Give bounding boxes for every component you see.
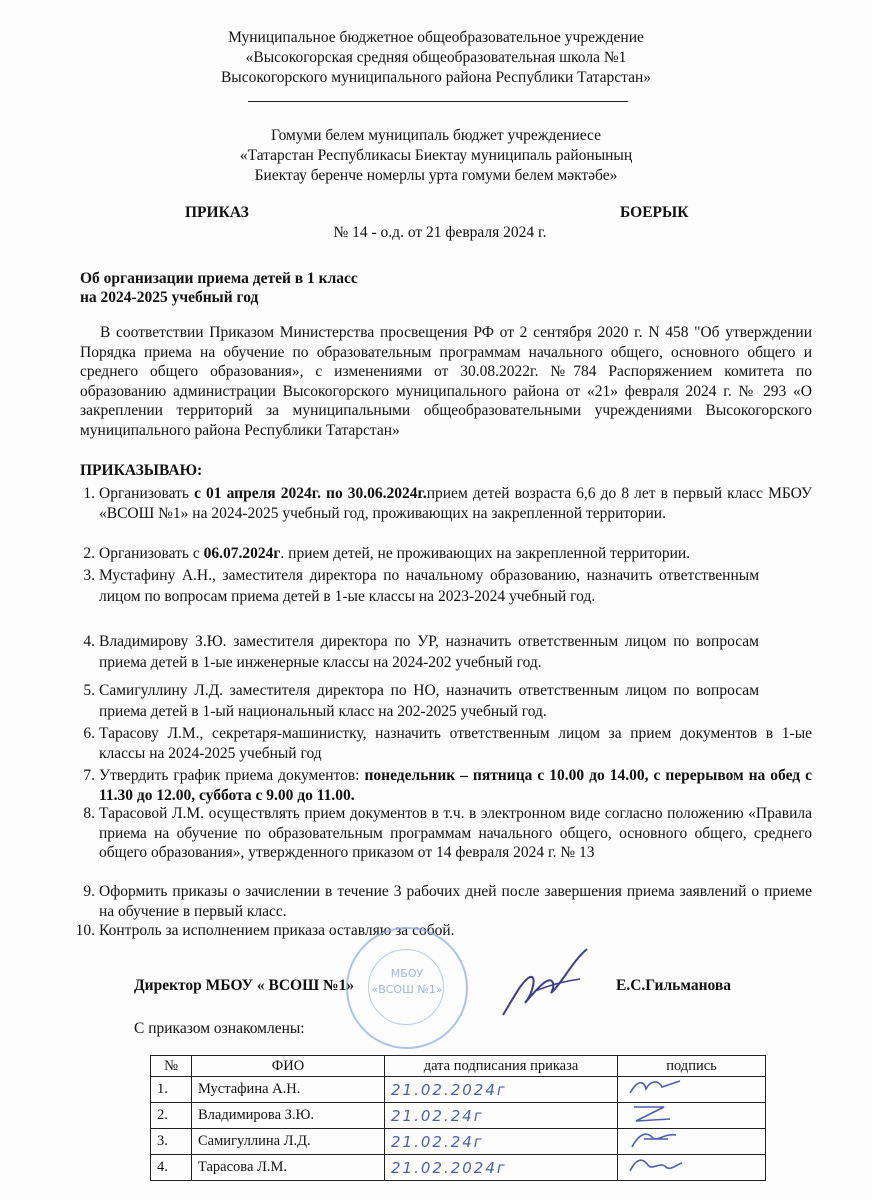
item-number: 1. (83, 485, 95, 502)
cell-date: 21.02.24г (385, 1129, 618, 1155)
signatures-table (150, 1055, 766, 1181)
item-number: 7. (83, 767, 95, 784)
header-divider (248, 101, 628, 102)
order-title-tt: БОЕРЫК (620, 204, 689, 221)
cell-name: Тарасова Л.М. (192, 1155, 385, 1181)
list-item (83, 766, 812, 805)
item-text: Тарасову Л.М., секретаря-машинистку, назначить ответственным лицом за прием документов в 1-ые классы на 2024-2025 учебный год (99, 725, 812, 762)
item-text: Самигуллину Л.Д. заместителя директора по НО, назначить ответственным лицом по вопросам приема детей в 1-ый национальный класс на 202-2025 учебный год. (99, 682, 759, 720)
header-ru-line: «Высокогорская средняя общеобразовательная школа №1 (245, 49, 627, 66)
item-bold: с 01 апреля 2024г. по 30.06.2024г. (194, 485, 427, 502)
order-title-ru: ПРИКАЗ (185, 204, 249, 221)
header-tt (120, 126, 752, 186)
acquainted-label: С приказом ознакомлены: (134, 1020, 305, 1037)
list-item (83, 631, 759, 673)
item-text: Утвердить график приема документов: (99, 767, 365, 784)
item-text: Организовать (99, 485, 195, 502)
decree-heading: ПРИКАЗЫВАЮ: (80, 462, 203, 479)
col-header: ФИО (192, 1056, 385, 1077)
header-tt-line: Гомуми белем муниципаль бюджет учреждениесе (270, 127, 602, 144)
cell-number: 3. (151, 1129, 192, 1155)
header-tt-line: Биектау беренче номерлы урта гомуми белем мәктәбе» (254, 167, 618, 184)
header-ru (120, 28, 752, 88)
header-ru-line: Высокогорского муниципального района Республики Татарстан» (220, 69, 652, 86)
list-item (83, 804, 812, 863)
signature-mark (624, 1155, 684, 1175)
cell-date: 21.02.2024г (385, 1077, 618, 1103)
item-text: Владимирову З.Ю. заместителя директора по УР, назначить ответственным лицом по вопросам приема детей в 1-ые инженерные классы на 2024-202 учебный год. (99, 633, 759, 671)
item-text: Оформить приказы о зачислении в течение 3 рабочих дней после завершения приема заявлений о приеме на обучение в первый класс. (99, 883, 812, 920)
item-number: 2. (83, 545, 95, 562)
cell-signature (618, 1103, 766, 1129)
item-text: Тарасовой Л.М. осуществлять прием документов в т.ч. в электронном виде согласно положению «Правила приема на обучение по образовательным программам начального общего, основного общего, среднего общего образования», утвержденного приказом от 14 февраля 2024 г. № 13 (99, 805, 812, 861)
cell-date: 21.02.24г (385, 1103, 618, 1129)
table-row (151, 1077, 766, 1103)
list-item (83, 544, 812, 564)
cell-date: 21.02.2024г (385, 1155, 618, 1181)
col-header: подпись (618, 1056, 766, 1077)
signature-mark (624, 1103, 684, 1123)
list-item (83, 680, 759, 722)
item-text: Мустафину А.Н., заместителя директора по начальному образованию, назначить ответственным лицом по вопросам приема детей в 1-ые классы на 2023-2024 учебный год. (99, 567, 759, 605)
director-signature (495, 945, 595, 1020)
item-number: 3. (83, 567, 95, 584)
cell-signature (618, 1155, 766, 1181)
item-number: 10. (75, 922, 95, 939)
signature-mark (624, 1129, 684, 1149)
item-number: 4. (83, 633, 95, 650)
seal-text: МБОУ (390, 967, 424, 980)
list-item (83, 724, 812, 763)
item-text: . прием детей, не проживающих на закрепленной территории. (280, 545, 691, 562)
item-number: 6. (83, 725, 95, 742)
director-name: Е.С.Гильманова (616, 977, 731, 994)
cell-number: 1. (151, 1077, 192, 1103)
item-text: Организовать с (99, 545, 204, 562)
item-text: прием детей возраста 6,6 до 8 лет в первый класс МБОУ «ВСОШ №1» на 2024-2025 учебный год, проживающих на закрепленной территории. (99, 485, 812, 522)
table-row (151, 1103, 766, 1129)
header-ru-line: Муниципальное бюджетное общеобразовательное учреждение (228, 29, 644, 46)
item-bold: 06.07.2024г (203, 545, 281, 562)
cell-name: Мустафина А.Н. (192, 1077, 385, 1103)
list-item (83, 484, 812, 523)
signature-mark (624, 1077, 684, 1097)
col-header: дата подписания приказа (385, 1056, 618, 1077)
item-text: Контроль за исполнением приказа оставляю за собой. (99, 922, 455, 939)
cell-signature (618, 1129, 766, 1155)
subject-line: на 2024-2025 учебный год (80, 289, 259, 306)
cell-signature (618, 1077, 766, 1103)
item-number: 5. (83, 682, 95, 699)
preamble: В соответствии Приказом Министерства просвещения РФ от 2 сентября 2020 г. N 458 "Об утверждении Порядка приема на обучение по образовательным программам начального общего, основного общего и среднего общего образования», с изменениями от 30.08.2022г. №784 Распоряжением комитета по образованию администрации Высокогорского муниципального района от «21» февраля 2024 г. № 293 «О закреплении территорий за муниципальными общеобразовательными учреждениями Высокогорского муниципального района Республики Татарстан» (80, 324, 812, 439)
seal-text: «ВСОШ №1» (371, 983, 443, 996)
col-header: № (151, 1056, 192, 1077)
list-item (83, 565, 759, 607)
cell-name: Владимирова З.Ю. (192, 1103, 385, 1129)
table-header-row (151, 1056, 766, 1077)
cell-number: 2. (151, 1103, 192, 1129)
table-row (151, 1129, 766, 1155)
item-number: 9. (83, 883, 95, 900)
director-title: Директор МБОУ « ВСОШ №1» (134, 977, 355, 994)
subject-line: Об организации приема детей в 1 класс (80, 270, 358, 287)
order-subject (80, 269, 358, 307)
cell-number: 4. (151, 1155, 192, 1181)
list-item (75, 921, 812, 941)
list-item (83, 882, 812, 921)
item-number: 8. (83, 805, 95, 822)
cell-name: Самигуллина Л.Д. (192, 1129, 385, 1155)
school-seal (346, 927, 468, 1049)
order-number: № 14 - о.д. от 21 февраля 2024 г. (333, 224, 547, 241)
item-bold: понедельник – пятница с 10.00 до 14.00, с перерывом на обед с 11.30 до 12.00, суббота с 9.00 до 11.00. (99, 767, 812, 804)
header-tt-line: «Татарстан Республикасы Биектау муниципаль районының (239, 147, 633, 164)
table-row (151, 1155, 766, 1181)
